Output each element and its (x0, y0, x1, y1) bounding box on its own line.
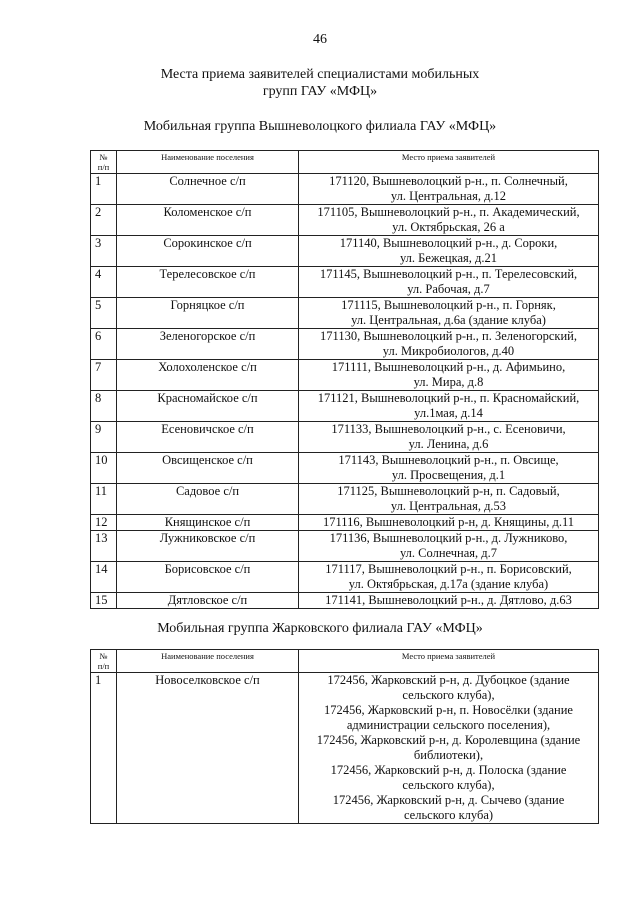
page-title-line-2: групп ГАУ «МФЦ» (262, 84, 378, 99)
settlement-name: Зеленогорское с/п (117, 329, 299, 360)
place-line: 172456, Жарковский р-н, д. Дубоцкое (здание (327, 673, 570, 687)
row-number: 11 (91, 484, 117, 515)
row-number: 4 (91, 267, 117, 298)
row-number: 3 (91, 236, 117, 267)
settlement-name: Дятловское с/п (117, 593, 299, 609)
place-line: сельского клуба), (402, 778, 495, 792)
settlement-name: Лужниковское с/п (117, 531, 299, 562)
place-line: ул. Октябрьская, д.17а (здание клуба) (348, 577, 549, 591)
reception-place (299, 562, 599, 593)
place-line: ул. Мира, д.8 (413, 375, 484, 389)
table-row (91, 329, 599, 360)
table-row (91, 484, 599, 515)
reception-place (299, 484, 599, 515)
reception-place (299, 531, 599, 562)
group1-table-header (91, 151, 599, 174)
row-number: 1 (91, 673, 117, 824)
place-line: 172456, Жарковский р-н, д. Сычево (здание (332, 793, 565, 807)
settlement-name: Борисовское с/п (117, 562, 299, 593)
settlement-name: Терелесовское с/п (117, 267, 299, 298)
place-line: ул. Бежецкая, д.21 (399, 251, 498, 265)
place-line: библиотеки), (413, 748, 484, 762)
place-line: ул.1мая, д.14 (414, 406, 483, 420)
group1-heading: Мобильная группа Вышневолоцкого филиала ГАУ «МФЦ» (143, 119, 497, 134)
reception-place (299, 174, 599, 205)
table-row (91, 391, 599, 422)
place-line: ул. Ленина, д.6 (408, 437, 489, 451)
settlement-name: Есеновичское с/п (117, 422, 299, 453)
reception-place (299, 236, 599, 267)
settlement-name: Горняцкое с/п (117, 298, 299, 329)
row-number: 10 (91, 453, 117, 484)
table-row (91, 531, 599, 562)
settlement-name: Новоселковское с/п (117, 673, 299, 824)
settlement-name: Холохоленское с/п (117, 360, 299, 391)
table-row (91, 515, 599, 531)
row-number: 8 (91, 391, 117, 422)
group1-table-body (91, 174, 599, 609)
settlement-name: Солнечное с/п (117, 174, 299, 205)
reception-place (299, 360, 599, 391)
place-line: 171133, Вышневолоцкий р-н., с. Есеновичи, (331, 422, 566, 436)
reception-place (299, 267, 599, 298)
place-line: ул. Октябрьская, 26 а (392, 220, 505, 234)
column-header-settlement: Наименование поселения (117, 650, 299, 673)
reception-place (299, 515, 599, 531)
reception-place (299, 593, 599, 609)
group2-table (90, 649, 599, 824)
place-line: ул. Центральная, д.53 (390, 499, 507, 513)
row-number: 12 (91, 515, 117, 531)
settlement-name: Красномайское с/п (117, 391, 299, 422)
place-line: ул. Просвещения, д.1 (391, 468, 506, 482)
table-row (91, 673, 599, 824)
place-line: 171145, Вышневолоцкий р-н., п. Терелесовский, (319, 267, 578, 281)
row-number: 14 (91, 562, 117, 593)
table-row (91, 174, 599, 205)
settlement-name: Коломенское с/п (117, 205, 299, 236)
place-line: 171117, Вышневолоцкий р-н., п. Борисовский, (325, 562, 572, 576)
group1-table (90, 150, 599, 609)
row-number: 13 (91, 531, 117, 562)
row-number: 5 (91, 298, 117, 329)
place-line: сельского клуба) (403, 808, 494, 822)
row-number: 1 (91, 174, 117, 205)
place-line: администрации сельского поселения), (346, 718, 551, 732)
row-number: 6 (91, 329, 117, 360)
table-row (91, 236, 599, 267)
place-line: 171136, Вышневолоцкий р-н., д. Лужниково, (329, 531, 568, 545)
column-header-number: № п/п (91, 151, 117, 174)
place-line: 171130, Вышневолоцкий р-н., п. Зеленогорский, (320, 329, 577, 343)
place-line: 172456, Жарковский р-н, д. Полоска (здание (330, 763, 567, 777)
place-line: ул. Центральная, д.12 (390, 189, 507, 203)
page-number: 46 (313, 32, 327, 47)
group2-table-header (91, 650, 599, 673)
reception-place (299, 673, 599, 824)
group2-table-body (91, 673, 599, 824)
settlement-name: Сорокинское с/п (117, 236, 299, 267)
place-line: 171120, Вышневолоцкий р-н., п. Солнечный, (329, 174, 568, 188)
reception-place (299, 453, 599, 484)
place-line: 171140, Вышневолоцкий р-н., д. Сороки, (339, 236, 558, 250)
row-number: 2 (91, 205, 117, 236)
place-line: 171141, Вышневолоцкий р-н., д. Дятлово, д.63 (325, 593, 572, 607)
table-row (91, 298, 599, 329)
column-header-place: Место приема заявителей (299, 151, 599, 174)
settlement-name: Княщинское с/п (117, 515, 299, 531)
place-line: 171121, Вышневолоцкий р-н., п. Красномайский, (317, 391, 580, 405)
settlement-name: Овсищенское с/п (117, 453, 299, 484)
column-header-settlement: Наименование поселения (117, 151, 299, 174)
table-row (91, 267, 599, 298)
place-line: 171115, Вышневолоцкий р-н., п. Горняк, (341, 298, 556, 312)
table-row (91, 562, 599, 593)
row-number: 7 (91, 360, 117, 391)
group2-heading: Мобильная группа Жарковского филиала ГАУ «МФЦ» (157, 621, 483, 636)
place-line: 171116, Вышневолоцкий р-н, д. Княщины, д.11 (323, 515, 574, 529)
column-header-number: № п/п (91, 650, 117, 673)
place-line: ул. Солнечная, д.7 (399, 546, 498, 560)
reception-place (299, 329, 599, 360)
page-title (0, 66, 640, 100)
place-line: ул. Центральная, д.6а (здание клуба) (351, 313, 546, 327)
reception-place (299, 298, 599, 329)
table-row (91, 360, 599, 391)
place-line: ул. Рабочая, д.7 (407, 282, 490, 296)
place-line: сельского клуба), (402, 688, 495, 702)
place-line: 172456, Жарковский р-н, д. Королевщина (здание (316, 733, 581, 747)
table-row (91, 422, 599, 453)
place-line: 171105, Вышневолоцкий р-н., п. Академический, (317, 205, 580, 219)
place-line: 171143, Вышневолоцкий р-н., п. Овсище, (338, 453, 559, 467)
table-row (91, 205, 599, 236)
column-header-place: Место приема заявителей (299, 650, 599, 673)
place-line: 171111, Вышневолоцкий р-н., д. Афимьино, (331, 360, 566, 374)
page-title-line-1: Места приема заявителей специалистами мобильных (160, 67, 480, 82)
place-line: ул. Микробиологов, д.40 (382, 344, 515, 358)
table-row (91, 453, 599, 484)
table-row (91, 593, 599, 609)
reception-place (299, 391, 599, 422)
place-line: 172456, Жарковский р-н, п. Новосёлки (здание (324, 703, 573, 717)
reception-place (299, 205, 599, 236)
row-number: 15 (91, 593, 117, 609)
reception-place (299, 422, 599, 453)
place-line: 171125, Вышневолоцкий р-н, п. Садовый, (337, 484, 560, 498)
row-number: 9 (91, 422, 117, 453)
settlement-name: Садовое с/п (117, 484, 299, 515)
